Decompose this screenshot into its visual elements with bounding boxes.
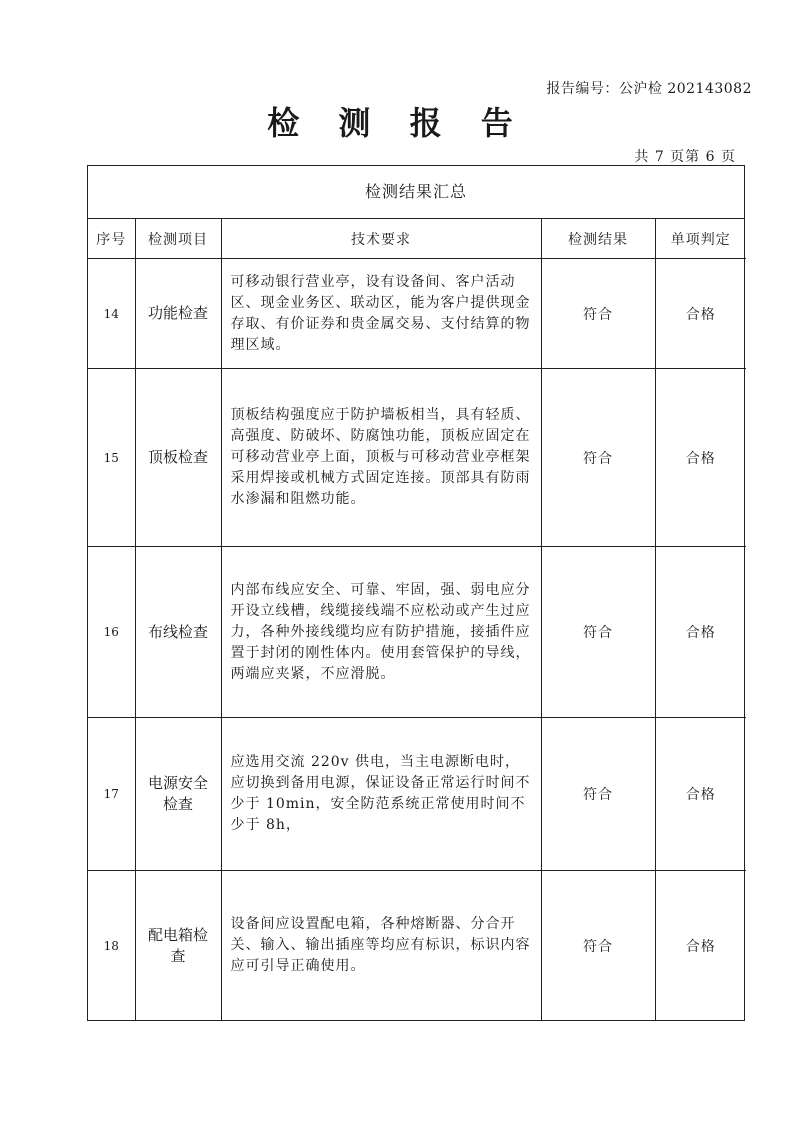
- column-header-item: 检测项目: [135, 219, 221, 259]
- row-result: 符合: [541, 369, 655, 547]
- row-result: 符合: [541, 718, 655, 871]
- row-judgement: 合格: [655, 369, 746, 547]
- row-number: 17: [88, 718, 135, 871]
- row-item: 功能检查: [135, 259, 221, 369]
- row-judgement: 合格: [655, 547, 746, 718]
- row-number: 16: [88, 547, 135, 718]
- row-requirement: 可移动银行营业亭，设有设备间、客户活动区、现金业务区、联动区，能为客户提供现金存取、有价证券和贵金属交易、支付结算的物理区域。: [221, 259, 541, 369]
- page-info: 共 7 页第 6 页: [634, 149, 736, 165]
- row-item: 电源安全检查: [135, 718, 221, 871]
- table-row: [88, 718, 746, 871]
- row-item: 顶板检查: [135, 369, 221, 547]
- row-requirement: 内部布线应安全、可靠、牢固，强、弱电应分开设立线槽，线缆接线端不应松动或产生过应力，各种外接线缆均应有防护措施，接插件应置于封闭的刚性体内。使用套管保护的导线，两端应夹紧，不应滑脱。: [221, 547, 541, 718]
- row-number: 15: [88, 369, 135, 547]
- summary-title: 检测结果汇总: [88, 166, 744, 219]
- table-row: [88, 259, 746, 369]
- row-judgement: 合格: [655, 871, 746, 1021]
- column-header-requirement: 技术要求: [221, 219, 541, 259]
- row-requirement: 设备间应设置配电箱，各种熔断器、分合开关、输入、输出插座等均应有标识，标识内容应可引导正确使用。: [221, 871, 541, 1021]
- table-row: [88, 369, 746, 547]
- table-header-row: [88, 219, 746, 259]
- row-item: 配电箱检查: [135, 871, 221, 1021]
- row-result: 符合: [541, 547, 655, 718]
- table-row: [88, 871, 746, 1021]
- report-number: 报告编号：公沪检 202143082: [546, 81, 752, 97]
- results-summary-table: [87, 165, 745, 1021]
- row-judgement: 合格: [655, 718, 746, 871]
- row-requirement: 应选用交流 220v 供电，当主电源断电时，应切换到备用电源，保证设备正常运行时间不少于 10min，安全防范系统正常使用时间不少于 8h，: [221, 718, 541, 871]
- column-header-result: 检测结果: [541, 219, 655, 259]
- row-number: 14: [88, 259, 135, 369]
- column-header-judgement: 单项判定: [655, 219, 746, 259]
- row-number: 18: [88, 871, 135, 1021]
- results-table: [88, 219, 746, 1021]
- row-result: 符合: [541, 871, 655, 1021]
- row-requirement: 顶板结构强度应于防护墙板相当，具有轻质、高强度、防破坏、防腐蚀功能，顶板应固定在可移动营业亭上面，顶板与可移动营业亭框架采用焊接或机械方式固定连接。顶部具有防雨水渗漏和阻燃功能。: [221, 369, 541, 547]
- table-row: [88, 547, 746, 718]
- row-item: 布线检查: [135, 547, 221, 718]
- row-result: 符合: [541, 259, 655, 369]
- page-title: 检 测 报 告: [267, 104, 527, 142]
- row-judgement: 合格: [655, 259, 746, 369]
- column-header-no: 序号: [88, 219, 135, 259]
